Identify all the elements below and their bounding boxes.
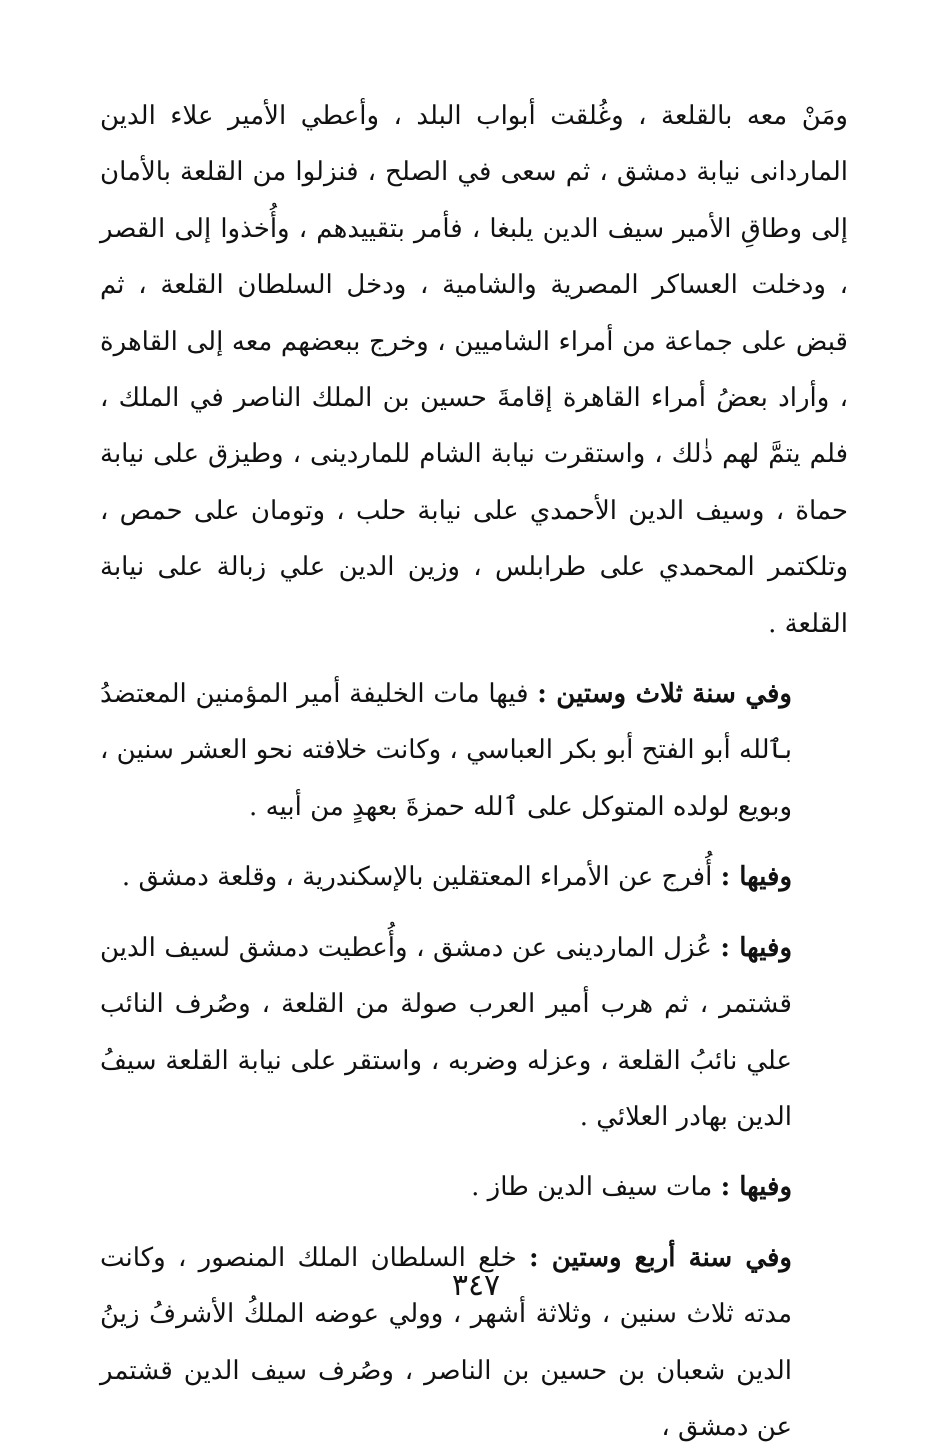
paragraph-6-lead: وفي سنة أربع وستين : [529,1242,792,1273]
paragraph-4-text: عُزل الماردينى عن دمشق ، وأُعطيت دمشق لسيف الدين قشتمر ، ثم هرب أمير العرب صولة من القلعة ، وصُرف النائب علي نائبُ القلعة ، وعزله وضربه ، واستقر على نيابة القلعة سيفُ الدين بهادر العلائي . [100,932,792,1132]
paragraph-3-text: أُفرج عن الأمراء المعتقلين بالإسكندرية ، وقلعة دمشق . [121,862,721,893]
paragraph-2 [100,666,848,835]
paragraph-6 [100,1230,848,1455]
paragraph-2-text: فيها مات الخليفة أمير المؤمنين المعتضدُ بٱلله أبو الفتح أبو بكر العباسي ، وكانت خلافته نحو العشر سنين ، وبويع لولده المتوكل على ٱلله حمزةَ بعهدٍ من أبيه . [100,679,792,822]
paragraph-1-text: ومَنْ معه بالقلعة ، وغُلقت أبواب البلد ، وأعطي الأمير علاء الدين الماردانى نيابة دمشق ، ثم سعى في الصلح ، فنزلوا من القلعة بالأمان إلى وطاقِ الأمير سيف الدين يلبغا ، فأمر بتقييدهم ، وأُخذوا إلى القصر ، ودخلت العساكر المصرية والشامية ، ودخل السلطان القلعة ، ثم قبض على جماعة من أمراء الشاميين ، وخرج ببعضهم معه إلى القاهرة ، وأراد بعضُ أمراء القاهرة إقامةَ حسين بن الملك الناصر في الملك ، فلم يتمَّ لهم ذٰلك ، واستقرت نيابة الشام للماردينى ، وطيزق على نيابة حماة ، وسيف الدين الأحمدي على نيابة حلب ، وتومان على حمص ، وتلكتمر المحمدي على طرابلس ، وزين الدين علي زبالة على نيابة القلعة . [100,101,848,639]
paragraph-3 [100,849,848,905]
paragraph-6-text: خلع السلطان الملك المنصور ، وكانت مدته ثلاث سنين ، وثلاثة أشهر ، وولي عوضه الملكُ الأشرفُ زينُ الدين شعبان بن حسين بن الناصر ، وصُرف سيف الدين قشتمر عن دمشق ، [100,1242,792,1442]
paragraph-3-lead: وفيها : [720,862,792,893]
page-text-body [100,88,848,1455]
paragraph-4-lead: وفيها : [720,932,792,963]
paragraph-5-lead: وفيها : [720,1172,792,1203]
paragraph-5 [100,1159,848,1215]
paragraph-2-lead: وفي سنة ثلاث وستين : [537,679,792,710]
paragraph-5-text: مات سيف الدين طاز . [471,1172,721,1203]
page-number: ٣٤٧ [451,1268,501,1303]
paragraph-4 [100,920,848,1146]
paragraph-1 [100,88,848,652]
